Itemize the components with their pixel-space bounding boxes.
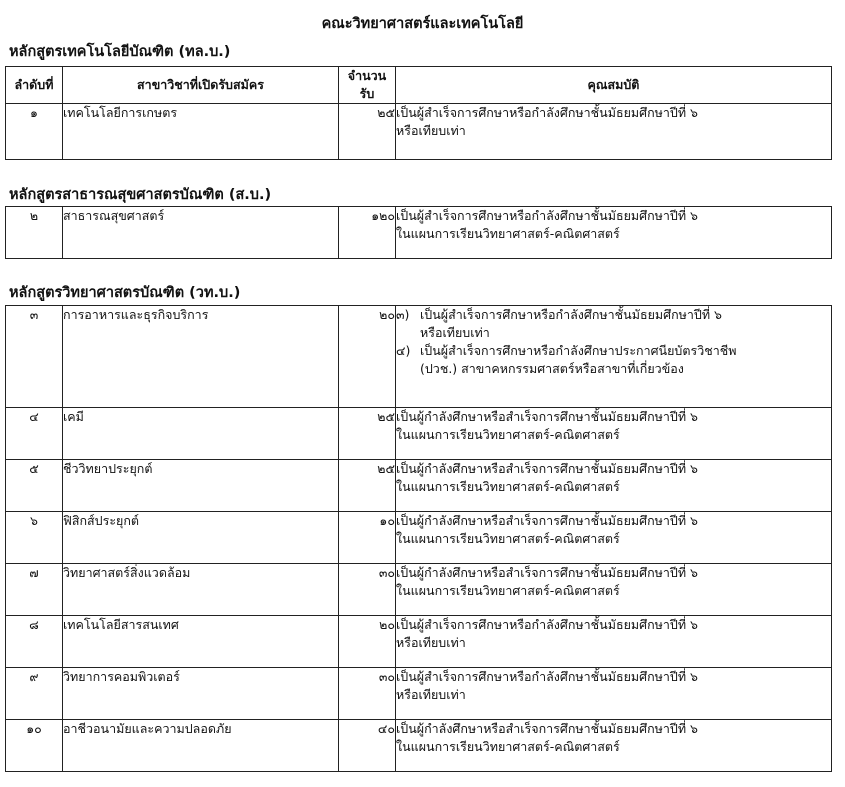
row-major: สาธารณสุขศาสตร์ bbox=[63, 207, 339, 259]
qualification-line: หรือเทียบเท่า bbox=[396, 635, 466, 650]
row-qualification bbox=[396, 408, 832, 460]
row-qualification bbox=[396, 720, 832, 772]
qualification-item-number: ๓) bbox=[396, 307, 410, 322]
qualification-line: หรือเทียบเท่า bbox=[396, 123, 466, 138]
qualification-line: หรือเทียบเท่า bbox=[396, 687, 466, 702]
row-qualification bbox=[396, 104, 832, 160]
row-major: ฟิสิกส์ประยุกต์ bbox=[63, 512, 339, 564]
table-row bbox=[6, 616, 832, 668]
row-major: วิทยาการคอมพิวเตอร์ bbox=[63, 668, 339, 720]
qualification-line: เป็นผู้กำลังศึกษาหรือสำเร็จการศึกษาชั้นมัธยมศึกษาปีที่ ๖ bbox=[396, 461, 698, 476]
row-seats: ๑๐ bbox=[339, 512, 396, 564]
row-seats: ๑๒๐ bbox=[339, 207, 396, 259]
section-title-public-health: หลักสูตรสาธารณสุขศาสตรบัณฑิต (ส.บ.) bbox=[9, 187, 272, 203]
row-no: ๕ bbox=[6, 460, 63, 512]
header-seats-line: รับ bbox=[359, 86, 375, 101]
header-qualification: คุณสมบัติ bbox=[396, 67, 832, 104]
page-title: คณะวิทยาศาสตร์และเทคโนโลยี bbox=[321, 16, 524, 32]
row-major: เทคโนโลยีการเกษตร bbox=[63, 104, 339, 160]
qualification-line: ในแผนการเรียนวิทยาศาสตร์-คณิตศาสตร์ bbox=[396, 739, 620, 754]
row-qualification bbox=[396, 460, 832, 512]
qualification-line: เป็นผู้สำเร็จการศึกษาหรือกำลังศึกษาชั้นมัธยมศึกษาปีที่ ๖ bbox=[420, 307, 722, 322]
qualification-line: (ปวช.) สาขาคหกรรมศาสตร์หรือสาขาที่เกี่ยวข้อง bbox=[420, 361, 684, 376]
admission-table-science bbox=[5, 305, 832, 772]
row-seats: ๒๐ bbox=[339, 616, 396, 668]
row-qualification bbox=[396, 306, 832, 408]
qualification-line: เป็นผู้สำเร็จการศึกษาหรือกำลังศึกษาชั้นมัธยมศึกษาปีที่ ๖ bbox=[396, 617, 698, 632]
qualification-line: ในแผนการเรียนวิทยาศาสตร์-คณิตศาสตร์ bbox=[396, 531, 620, 546]
row-no: ๑๐ bbox=[6, 720, 63, 772]
row-seats: ๓๐ bbox=[339, 668, 396, 720]
qualification-line: หรือเทียบเท่า bbox=[420, 325, 490, 340]
qualification-line: เป็นผู้สำเร็จการศึกษาหรือกำลังศึกษาชั้นมัธยมศึกษาปีที่ ๖ bbox=[396, 208, 698, 223]
qualification-line: เป็นผู้สำเร็จการศึกษาหรือกำลังศึกษาชั้นมัธยมศึกษาปีที่ ๖ bbox=[396, 669, 698, 684]
row-no: ๑ bbox=[6, 104, 63, 160]
row-seats: ๒๐ bbox=[339, 306, 396, 408]
row-qualification bbox=[396, 207, 832, 259]
row-major: เคมี bbox=[63, 408, 339, 460]
qualification-item bbox=[396, 306, 831, 342]
qualification-line: เป็นผู้กำลังศึกษาหรือสำเร็จการศึกษาชั้นมัธยมศึกษาปีที่ ๖ bbox=[396, 565, 698, 580]
row-no: ๘ bbox=[6, 616, 63, 668]
section-title-tech: หลักสูตรเทคโนโลยีบัณฑิต (ทล.บ.) bbox=[9, 44, 231, 60]
row-seats: ๓๐ bbox=[339, 564, 396, 616]
header-major: สาขาวิชาที่เปิดรับสมัคร bbox=[63, 67, 339, 104]
section-title-science: หลักสูตรวิทยาศาสตรบัณฑิต (วท.บ.) bbox=[9, 285, 241, 301]
row-qualification bbox=[396, 564, 832, 616]
qualification-line: ในแผนการเรียนวิทยาศาสตร์-คณิตศาสตร์ bbox=[396, 583, 620, 598]
row-seats: ๒๕ bbox=[339, 460, 396, 512]
table-row bbox=[6, 408, 832, 460]
row-major: วิทยาศาสตร์สิ่งแวดล้อม bbox=[63, 564, 339, 616]
table-row bbox=[6, 306, 832, 408]
qualification-line: เป็นผู้สำเร็จการศึกษาหรือกำลังศึกษาประกาศนียบัตรวิชาชีพ bbox=[420, 343, 737, 358]
table-row bbox=[6, 512, 832, 564]
qualification-line: เป็นผู้กำลังศึกษาหรือสำเร็จการศึกษาชั้นมัธยมศึกษาปีที่ ๖ bbox=[396, 513, 698, 528]
header-no: ลำดับที่ bbox=[6, 67, 63, 104]
row-no: ๔ bbox=[6, 408, 63, 460]
table-row bbox=[6, 720, 832, 772]
header-seats-line: จำนวน bbox=[347, 68, 387, 83]
row-seats: ๔๐ bbox=[339, 720, 396, 772]
row-qualification bbox=[396, 616, 832, 668]
table-row bbox=[6, 668, 832, 720]
admission-table-public-health bbox=[5, 206, 832, 259]
qualification-item bbox=[396, 342, 831, 378]
row-no: ๓ bbox=[6, 306, 63, 408]
row-major: ชีววิทยาประยุกต์ bbox=[63, 460, 339, 512]
qualification-line: ในแผนการเรียนวิทยาศาสตร์-คณิตศาสตร์ bbox=[396, 226, 620, 241]
admission-table-tech bbox=[5, 66, 832, 160]
row-no: ๖ bbox=[6, 512, 63, 564]
row-major: เทคโนโลยีสารสนเทศ bbox=[63, 616, 339, 668]
table-row bbox=[6, 207, 832, 259]
row-major: อาชีวอนามัยและความปลอดภัย bbox=[63, 720, 339, 772]
qualification-line: เป็นผู้กำลังศึกษาหรือสำเร็จการศึกษาชั้นมัธยมศึกษาปีที่ ๖ bbox=[396, 409, 698, 424]
row-seats: ๒๕ bbox=[339, 408, 396, 460]
table-header-row bbox=[6, 67, 832, 104]
row-no: ๗ bbox=[6, 564, 63, 616]
row-no: ๙ bbox=[6, 668, 63, 720]
qualification-line: ในแผนการเรียนวิทยาศาสตร์-คณิตศาสตร์ bbox=[396, 427, 620, 442]
header-seats bbox=[339, 67, 396, 104]
qualification-item-number: ๔) bbox=[396, 343, 411, 358]
qualification-line: เป็นผู้กำลังศึกษาหรือสำเร็จการศึกษาชั้นมัธยมศึกษาปีที่ ๖ bbox=[396, 721, 698, 736]
table-row bbox=[6, 104, 832, 160]
qualification-line: เป็นผู้สำเร็จการศึกษาหรือกำลังศึกษาชั้นมัธยมศึกษาปีที่ ๖ bbox=[396, 105, 698, 120]
row-qualification bbox=[396, 512, 832, 564]
row-qualification bbox=[396, 668, 832, 720]
table-row bbox=[6, 460, 832, 512]
row-major: การอาหารและธุรกิจบริการ bbox=[63, 306, 339, 408]
row-seats: ๒๕ bbox=[339, 104, 396, 160]
table-row bbox=[6, 564, 832, 616]
qualification-line: ในแผนการเรียนวิทยาศาสตร์-คณิตศาสตร์ bbox=[396, 479, 620, 494]
row-no: ๒ bbox=[6, 207, 63, 259]
